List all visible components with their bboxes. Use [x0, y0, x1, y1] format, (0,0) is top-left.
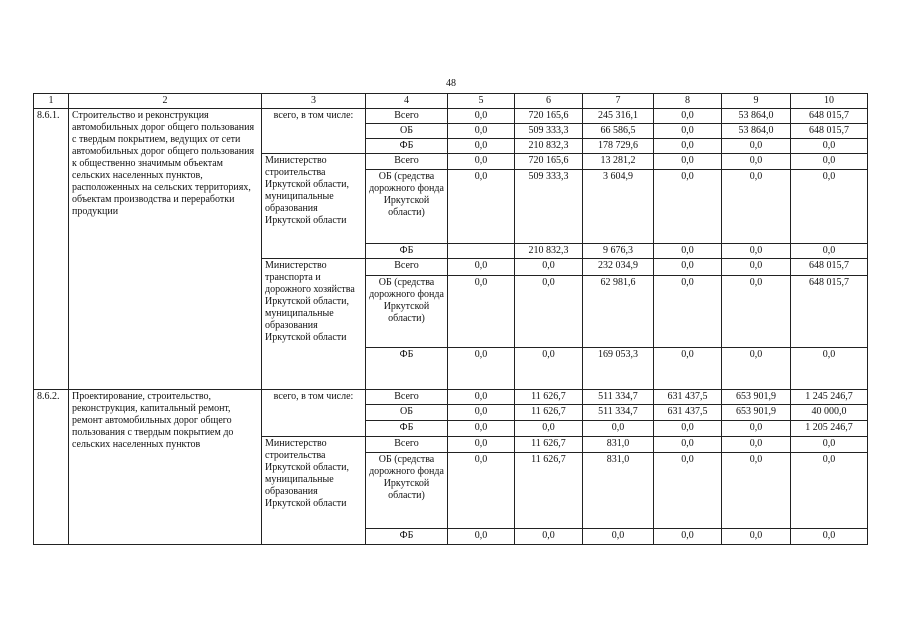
section-title: Строительство и реконструкция автомобильных дорог общего пользования с твердым покрытием, ведущих от сети автомобильных дорог общего пользования к общественно значимым объектам сельских населенных пунктов, расположенных на сельских территориях, объектам производства и переработки продукции — [69, 109, 262, 390]
source-cell: ФБ — [366, 421, 448, 437]
value-cell — [448, 244, 515, 259]
value-cell: 40 000,0 — [791, 405, 868, 421]
value-cell: 0,0 — [722, 244, 791, 259]
value-cell: 0,0 — [654, 139, 722, 154]
value-cell: 0,0 — [448, 259, 515, 276]
value-cell: 178 729,6 — [583, 139, 654, 154]
value-cell: 245 316,1 — [583, 109, 654, 124]
header-cell: 7 — [583, 94, 654, 109]
value-cell: 11 626,7 — [515, 405, 583, 421]
total-label: всего, в том числе: — [262, 109, 366, 154]
value-cell: 831,0 — [583, 453, 654, 529]
value-cell: 0,0 — [722, 276, 791, 348]
table-row — [34, 390, 868, 405]
value-cell: 0,0 — [722, 437, 791, 453]
value-cell: 0,0 — [654, 421, 722, 437]
value-cell: 648 015,7 — [791, 276, 868, 348]
value-cell: 0,0 — [722, 139, 791, 154]
value-cell: 0,0 — [791, 529, 868, 545]
value-cell: 0,0 — [722, 421, 791, 437]
page-number: 48 — [446, 78, 456, 89]
value-cell: 53 864,0 — [722, 124, 791, 139]
header-cell: 6 — [515, 94, 583, 109]
value-cell: 0,0 — [515, 348, 583, 390]
value-cell: 9 676,3 — [583, 244, 654, 259]
value-cell: 0,0 — [722, 348, 791, 390]
value-cell: 0,0 — [654, 170, 722, 244]
section-title: Проектирование, строительство, реконструкция, капитальный ремонт, ремонт автомобильных дорог общего пользования с твердым покрытием до сельских населенных пунктов — [69, 390, 262, 545]
source-cell: ОБ (средства дорожного фонда Иркутской области) — [366, 453, 448, 529]
value-cell: 648 015,7 — [791, 259, 868, 276]
header-cell: 8 — [654, 94, 722, 109]
value-cell: 0,0 — [654, 124, 722, 139]
value-cell: 0,0 — [654, 453, 722, 529]
source-cell: ОБ (средства дорожного фонда Иркутской области) — [366, 170, 448, 244]
value-cell: 0,0 — [448, 348, 515, 390]
value-cell: 11 626,7 — [515, 437, 583, 453]
source-cell: ОБ — [366, 124, 448, 139]
value-cell: 0,0 — [448, 276, 515, 348]
header-cell: 2 — [69, 94, 262, 109]
value-cell: 0,0 — [791, 154, 868, 170]
executor-name: Министерство транспорта и дорожного хозяйства Иркутской области, муниципальные образования Иркутской области — [262, 259, 366, 390]
value-cell: 0,0 — [448, 390, 515, 405]
value-cell: 0,0 — [722, 259, 791, 276]
value-cell: 0,0 — [448, 529, 515, 545]
value-cell: 0,0 — [448, 139, 515, 154]
header-cell: 9 — [722, 94, 791, 109]
value-cell: 0,0 — [515, 421, 583, 437]
value-cell: 0,0 — [448, 405, 515, 421]
value-cell: 0,0 — [448, 170, 515, 244]
value-cell: 509 333,3 — [515, 124, 583, 139]
value-cell: 0,0 — [654, 437, 722, 453]
value-cell: 0,0 — [654, 348, 722, 390]
source-cell: Всего — [366, 437, 448, 453]
value-cell: 0,0 — [515, 259, 583, 276]
value-cell: 0,0 — [791, 348, 868, 390]
value-cell: 11 626,7 — [515, 453, 583, 529]
value-cell: 13 281,2 — [583, 154, 654, 170]
value-cell: 0,0 — [448, 421, 515, 437]
value-cell: 509 333,3 — [515, 170, 583, 244]
value-cell: 0,0 — [448, 109, 515, 124]
value-cell: 1 245 246,7 — [791, 390, 868, 405]
header-cell: 10 — [791, 94, 868, 109]
source-cell: Всего — [366, 154, 448, 170]
value-cell: 1 205 246,7 — [791, 421, 868, 437]
value-cell: 0,0 — [654, 109, 722, 124]
value-cell: 0,0 — [791, 453, 868, 529]
value-cell: 648 015,7 — [791, 109, 868, 124]
section-code: 8.6.1. — [34, 109, 69, 390]
value-cell: 0,0 — [722, 529, 791, 545]
executor-name: Министерство строительства Иркутской области, муниципальные образования Иркутской области — [262, 437, 366, 545]
value-cell: 720 165,6 — [515, 109, 583, 124]
value-cell: 0,0 — [448, 453, 515, 529]
value-cell: 169 053,3 — [583, 348, 654, 390]
value-cell: 831,0 — [583, 437, 654, 453]
value-cell: 0,0 — [654, 529, 722, 545]
value-cell: 0,0 — [654, 244, 722, 259]
value-cell: 0,0 — [654, 276, 722, 348]
value-cell: 511 334,7 — [583, 405, 654, 421]
value-cell: 3 604,9 — [583, 170, 654, 244]
source-cell: ОБ (средства дорожного фонда Иркутской области) — [366, 276, 448, 348]
value-cell: 653 901,9 — [722, 405, 791, 421]
source-cell: Всего — [366, 390, 448, 405]
header-cell: 3 — [262, 94, 366, 109]
value-cell: 62 981,6 — [583, 276, 654, 348]
value-cell: 0,0 — [448, 437, 515, 453]
header-cell: 4 — [366, 94, 448, 109]
value-cell: 0,0 — [654, 154, 722, 170]
value-cell: 66 586,5 — [583, 124, 654, 139]
value-cell: 53 864,0 — [722, 109, 791, 124]
value-cell: 0,0 — [448, 154, 515, 170]
value-cell: 0,0 — [515, 276, 583, 348]
source-cell: ФБ — [366, 348, 448, 390]
value-cell: 0,0 — [791, 139, 868, 154]
executor-name: Министерство строительства Иркутской области, муниципальные образования Иркутской области — [262, 154, 366, 259]
total-label: всего, в том числе: — [262, 390, 366, 437]
header-cell: 1 — [34, 94, 69, 109]
value-cell: 0,0 — [583, 421, 654, 437]
source-cell: ФБ — [366, 529, 448, 545]
value-cell: 11 626,7 — [515, 390, 583, 405]
value-cell: 0,0 — [722, 170, 791, 244]
value-cell: 210 832,3 — [515, 139, 583, 154]
source-cell: ФБ — [366, 139, 448, 154]
header-cell: 5 — [448, 94, 515, 109]
value-cell: 0,0 — [791, 437, 868, 453]
value-cell: 648 015,7 — [791, 124, 868, 139]
budget-table — [33, 93, 868, 545]
value-cell: 210 832,3 — [515, 244, 583, 259]
source-cell: ОБ — [366, 405, 448, 421]
header-row — [34, 94, 868, 109]
value-cell: 653 901,9 — [722, 390, 791, 405]
value-cell: 720 165,6 — [515, 154, 583, 170]
value-cell: 511 334,7 — [583, 390, 654, 405]
value-cell: 631 437,5 — [654, 405, 722, 421]
table-row — [34, 109, 868, 124]
source-cell: Всего — [366, 259, 448, 276]
value-cell: 0,0 — [722, 453, 791, 529]
value-cell: 0,0 — [515, 529, 583, 545]
value-cell: 0,0 — [448, 124, 515, 139]
section-code: 8.6.2. — [34, 390, 69, 545]
value-cell: 232 034,9 — [583, 259, 654, 276]
value-cell: 0,0 — [654, 259, 722, 276]
value-cell: 0,0 — [791, 170, 868, 244]
value-cell: 0,0 — [791, 244, 868, 259]
value-cell: 631 437,5 — [654, 390, 722, 405]
value-cell: 0,0 — [722, 154, 791, 170]
source-cell: Всего — [366, 109, 448, 124]
value-cell: 0,0 — [583, 529, 654, 545]
source-cell: ФБ — [366, 244, 448, 259]
